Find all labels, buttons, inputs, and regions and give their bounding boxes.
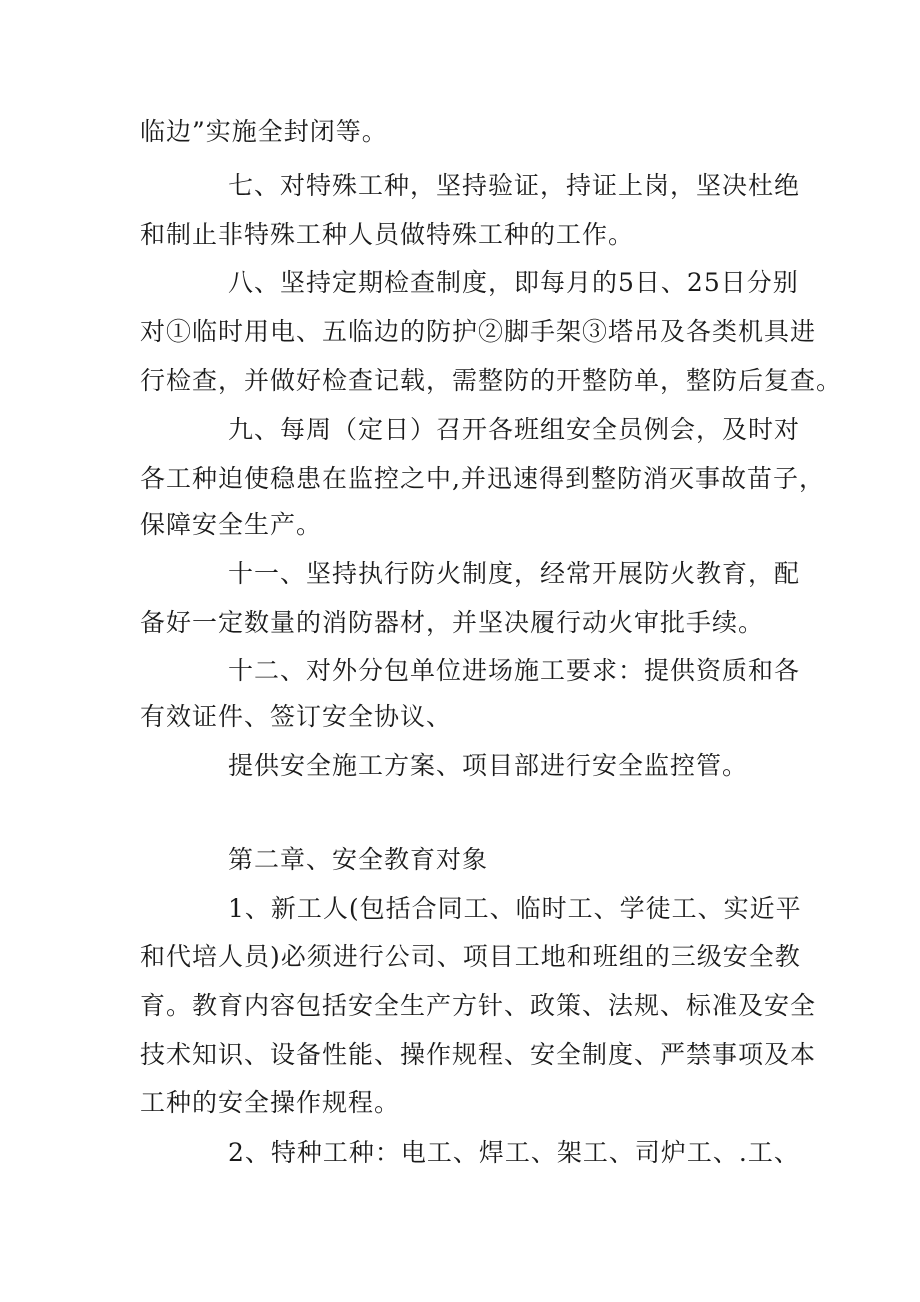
chapter-heading: 第二章、安全教育对象	[228, 845, 489, 874]
text-line: 2、特种工种：电工、焊工、架工、司炉工、.工、	[228, 1138, 800, 1167]
text-line: 和代培人员)必须进行公司、项目工地和班组的三级安全教	[140, 942, 801, 971]
text-line: 十二、对外分包单位进场施工要求：提供资质和各	[228, 656, 801, 685]
text-line: 和制止非特殊工种人员做特殊工种的工作。	[140, 220, 635, 249]
text-line: 备好一定数量的消防器材，并坚决履行动火审批手续。	[140, 608, 765, 637]
text-line: 1、新工人(包括合同工、临时工、学徒工、实近平	[228, 894, 802, 923]
text-line: 九、每周（定日）召开各班组安全员例会，及时对	[228, 415, 801, 444]
text-line: 各工种迫使稳患在监控之中,并迅速得到整防消灭事故苗子，	[140, 464, 825, 493]
text-line: 八、坚持定期检查制度，即每月的5日、25日分别	[228, 268, 799, 297]
text-line: 工种的安全操作规程。	[140, 1088, 401, 1117]
text-line: 保障安全生产。	[140, 510, 323, 539]
text-line: 十一、坚持执行防火制度，经常开展防火教育，配	[228, 559, 801, 588]
text-line: 提供安全施工方案、项目部进行安全监控管。	[228, 751, 749, 780]
text-line: 有效证件、签订安全协议、	[140, 702, 453, 731]
text-line: 临边”实施全封闭等。	[140, 117, 388, 146]
text-line: 育。教育内容包括安全生产方针、政策、法规、标准及安全	[140, 991, 817, 1020]
text-line: 行检查，并做好检查记载，需整防的开整防单，整防后复查。	[140, 366, 843, 395]
text-line: 对①临时用电、五临边的防护②脚手架③塔吊及各类机具进	[140, 317, 817, 346]
text-line: 技术知识、设备性能、操作规程、安全制度、严禁事项及本	[140, 1040, 817, 1069]
text-line: 七、对特殊工种，坚持验证，持证上岗，坚决杜绝	[228, 171, 801, 200]
